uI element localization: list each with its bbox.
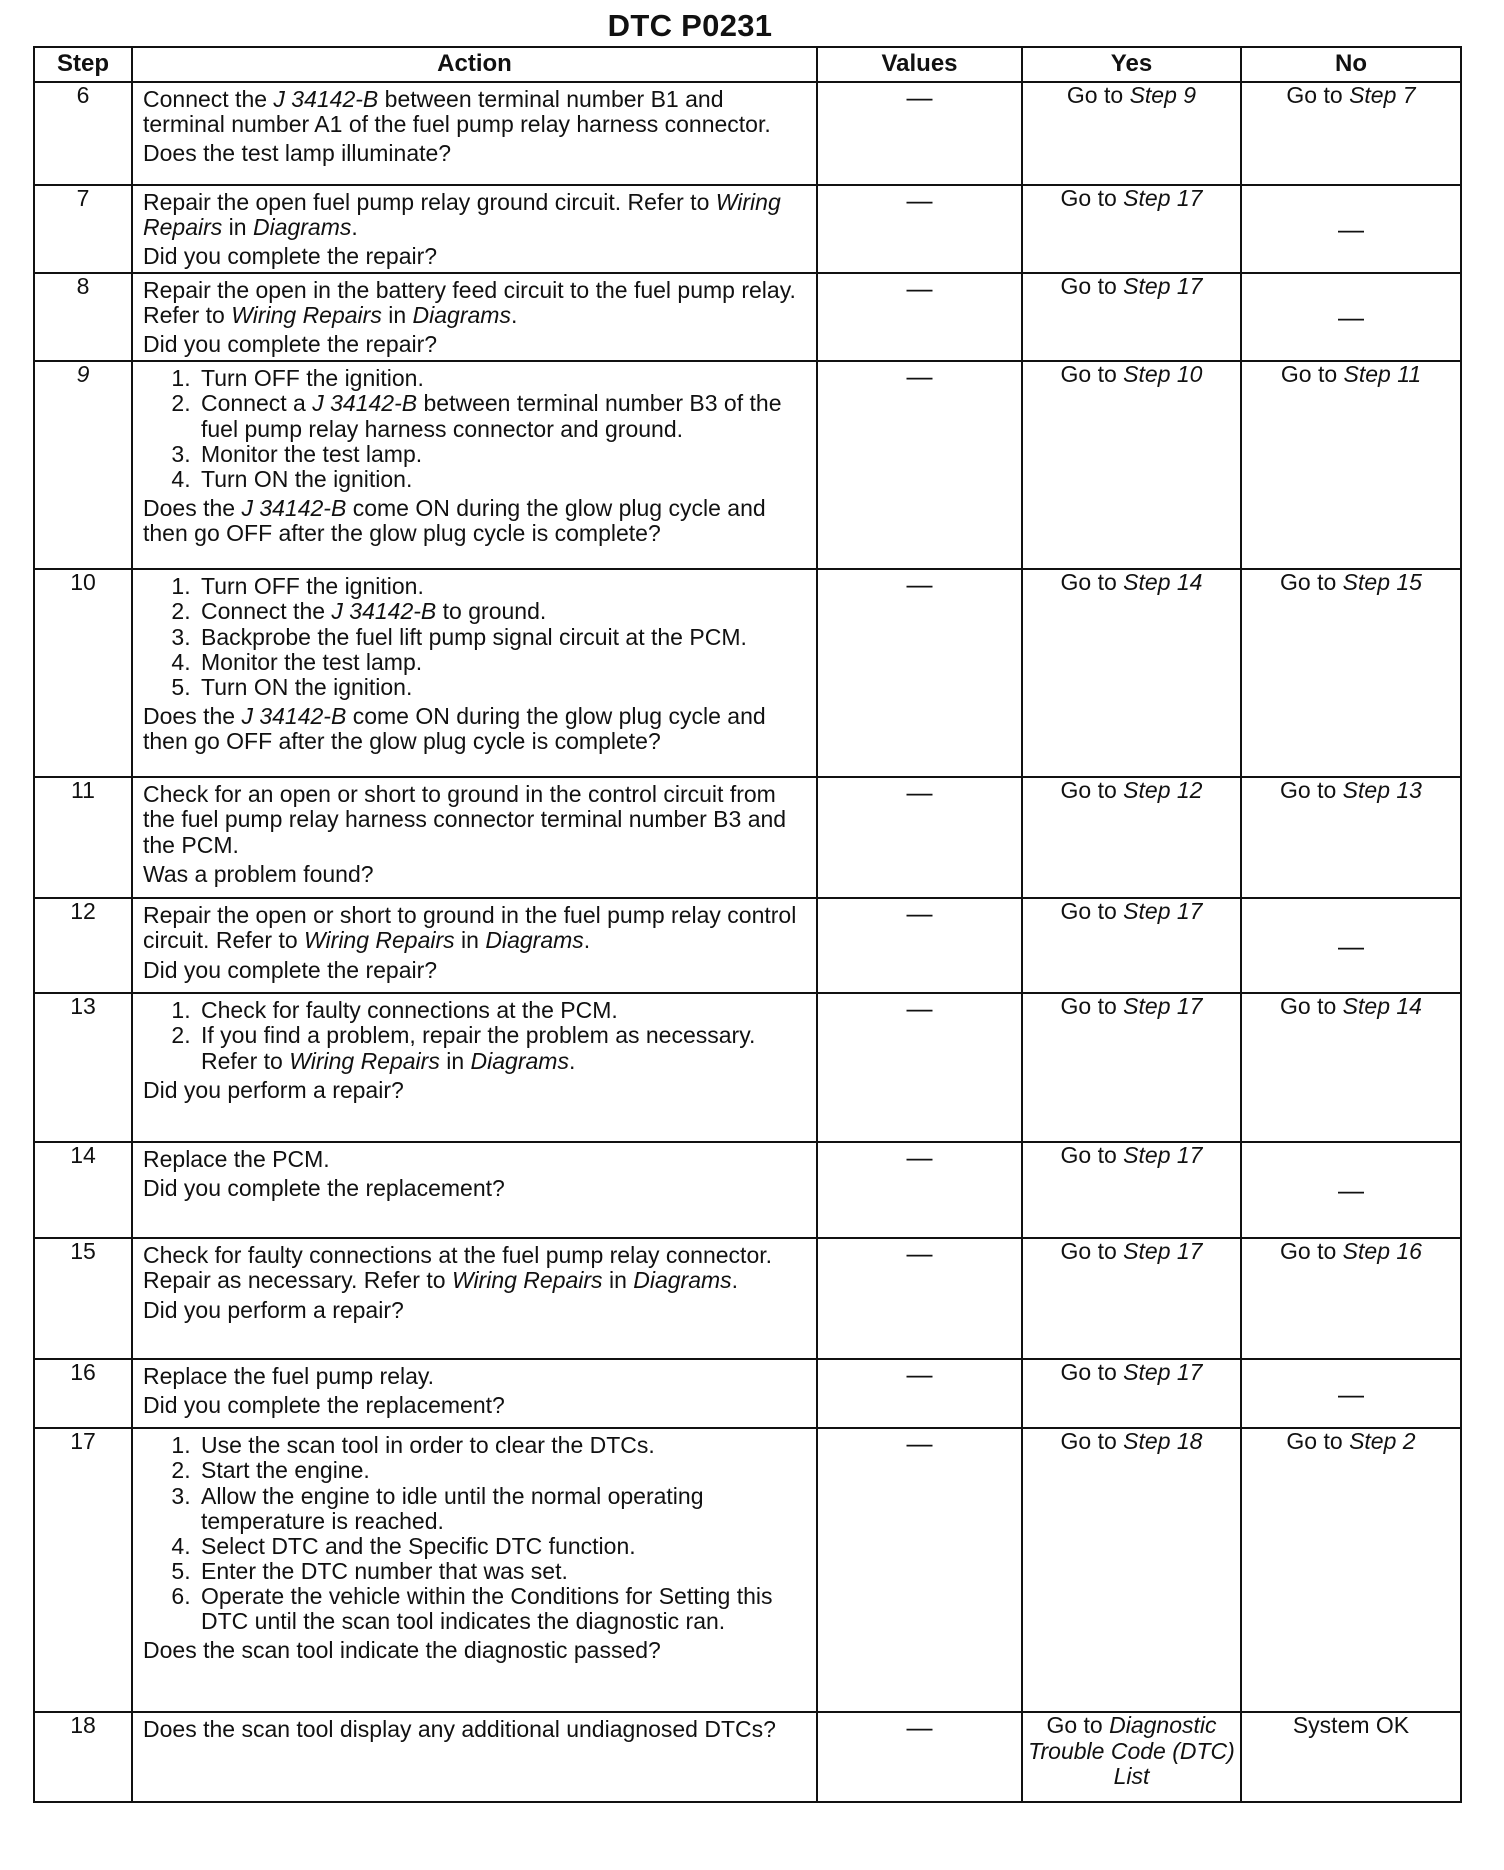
- action-cell: [132, 1238, 817, 1359]
- reference-italic: Diagrams: [412, 302, 511, 329]
- step-number: 10: [34, 569, 132, 777]
- yes-cell: Go to Step 17: [1022, 1142, 1241, 1238]
- yes-cell: Go to Step 17: [1022, 1359, 1241, 1428]
- header-yes: Yes: [1022, 47, 1241, 82]
- table-row: [34, 777, 1461, 898]
- yes-cell: Go to Step 17: [1022, 898, 1241, 993]
- action-text: Does the scan tool display any additional undiagnosed DTCs?: [143, 1716, 776, 1743]
- reference-italic: Step 7: [1349, 82, 1416, 108]
- table-row: [34, 361, 1461, 569]
- values-cell: —: [817, 1428, 1022, 1712]
- step-number: 15: [34, 1238, 132, 1359]
- no-cell: Go to Step 11: [1241, 361, 1461, 569]
- reference-italic: Step 17: [1123, 993, 1203, 1020]
- values-cell: —: [817, 569, 1022, 777]
- reference-italic: Step 11: [1343, 361, 1422, 388]
- list-item: 4. Monitor the test lamp.: [197, 650, 806, 675]
- yes-cell: Go to Step 12: [1022, 777, 1241, 898]
- action-question: Does the J 34142-B come ON during the glow plug cycle and then go OFF after the glow plug cycle is complete?: [143, 702, 766, 754]
- no-cell: —: [1241, 273, 1461, 361]
- action-question: Did you complete the repair?: [143, 243, 438, 270]
- action-question: Did you complete the repair?: [143, 956, 438, 983]
- step-number: 6: [34, 82, 132, 185]
- reference-italic: J 34142-B: [312, 390, 418, 417]
- values-cell: —: [817, 1359, 1022, 1428]
- header-action: Action: [132, 47, 817, 82]
- diagnostic-table: [33, 46, 1462, 1803]
- header-no: No: [1241, 47, 1461, 82]
- values-cell: —: [817, 82, 1022, 185]
- reference-italic: Wiring Repairs: [304, 927, 455, 954]
- reference-italic: Diagrams: [252, 214, 352, 241]
- reference-italic: Wiring Repairs: [451, 1267, 603, 1294]
- action-text: Check for an open or short to ground in the control circuit from the fuel pump relay harness connector terminal number B3 and the PCM.: [143, 781, 787, 858]
- action-text: Check for faulty connections at the fuel pump relay connector. Repair as necessary. Refer to Wiring Repairs in Diagrams.: [143, 1242, 773, 1294]
- action-question: Did you complete the repair?: [143, 331, 438, 358]
- action-cell: [132, 569, 817, 777]
- reference-italic: Step 17: [1123, 1359, 1203, 1386]
- step-number: 7: [34, 185, 132, 273]
- action-steps-list: [143, 574, 806, 699]
- reference-italic: J 34142-B: [241, 494, 347, 521]
- values-cell: —: [817, 993, 1022, 1142]
- action-steps-list: [143, 998, 806, 1073]
- action-text: Repair the open in the battery feed circuit to the fuel pump relay. Refer to Wiring Repairs in Diagrams.: [143, 277, 796, 329]
- list-item: 4. Turn ON the ignition.: [197, 467, 806, 492]
- action-text: Replace the fuel pump relay.: [143, 1363, 435, 1390]
- yes-cell: Go to Step 17: [1022, 993, 1241, 1142]
- table-row: [34, 1428, 1461, 1712]
- reference-italic: Wiring Repairs: [143, 189, 781, 241]
- list-item: 4. Select DTC and the Specific DTC function.: [197, 1534, 806, 1559]
- action-question: Does the scan tool indicate the diagnostic passed?: [143, 1636, 661, 1663]
- reference-italic: Step 17: [1123, 898, 1203, 925]
- action-cell: [132, 82, 817, 185]
- no-cell: Go to Step 2: [1241, 1428, 1461, 1712]
- reference-italic: Step 17: [1123, 273, 1203, 300]
- reference-italic: Step 18: [1123, 1428, 1203, 1455]
- step-number: 17: [34, 1428, 132, 1712]
- action-question: Was a problem found?: [143, 860, 374, 887]
- table-row: [34, 898, 1461, 993]
- action-cell: [132, 1428, 817, 1712]
- reference-italic: Step 17: [1123, 185, 1203, 211]
- reference-italic: Step 16: [1342, 1238, 1422, 1265]
- reference-italic: Wiring Repairs: [231, 302, 382, 329]
- reference-italic: Diagrams: [470, 1047, 569, 1074]
- no-cell: Go to Step 13: [1241, 777, 1461, 898]
- reference-italic: Step 10: [1123, 361, 1203, 388]
- table-row: [34, 1712, 1461, 1802]
- no-cell: —: [1241, 1359, 1461, 1428]
- action-question: Does the test lamp illuminate?: [143, 140, 452, 167]
- list-item: 3. Allow the engine to idle until the normal operating temperature is reached.: [197, 1484, 806, 1534]
- step-number: 12: [34, 898, 132, 993]
- list-item: 2. If you find a problem, repair the problem as necessary. Refer to Wiring Repairs in Diagrams.: [197, 1023, 806, 1073]
- list-item: 1. Turn OFF the ignition.: [197, 366, 806, 391]
- no-cell: —: [1241, 185, 1461, 273]
- yes-cell: Go to Step 17: [1022, 1238, 1241, 1359]
- reference-italic: J 34142-B: [241, 702, 347, 729]
- reference-italic: Step 17: [1123, 1238, 1203, 1265]
- table-row: [34, 1238, 1461, 1359]
- table-header-row: [34, 47, 1461, 82]
- values-cell: —: [817, 185, 1022, 273]
- reference-italic: Step 13: [1342, 777, 1422, 804]
- no-cell: —: [1241, 1142, 1461, 1238]
- reference-italic: Step 17: [1123, 1142, 1203, 1169]
- reference-italic: Step 14: [1342, 993, 1422, 1020]
- page-title: DTC P0231: [607, 8, 773, 43]
- action-cell: [132, 993, 817, 1142]
- list-item: 5. Enter the DTC number that was set.: [197, 1559, 806, 1584]
- reference-italic: J 34142-B: [273, 86, 379, 112]
- list-item: 2. Connect the J 34142-B to ground.: [197, 599, 806, 624]
- values-cell: —: [817, 777, 1022, 898]
- list-item: 3. Monitor the test lamp.: [197, 442, 806, 467]
- values-cell: —: [817, 1712, 1022, 1802]
- no-cell: System OK: [1241, 1712, 1461, 1802]
- action-question: Did you complete the replacement?: [143, 1392, 505, 1419]
- action-steps-list: [143, 1433, 806, 1634]
- header-values: Values: [817, 47, 1022, 82]
- table-row: [34, 993, 1461, 1142]
- list-item: 2. Start the engine.: [197, 1458, 806, 1483]
- action-steps-list: [143, 366, 806, 491]
- step-number: 14: [34, 1142, 132, 1238]
- table-row: [34, 273, 1461, 361]
- no-cell: Go to Step 15: [1241, 569, 1461, 777]
- yes-cell: Go to Step 17: [1022, 273, 1241, 361]
- reference-italic: Step 2: [1349, 1428, 1416, 1455]
- values-cell: —: [817, 273, 1022, 361]
- reference-italic: Step 12: [1123, 777, 1203, 804]
- action-cell: [132, 1712, 817, 1802]
- step-number: 18: [34, 1712, 132, 1802]
- values-cell: —: [817, 1238, 1022, 1359]
- list-item: 6. Operate the vehicle within the Conditions for Setting this DTC until the scan tool indicates the diagnostic ran.: [197, 1584, 806, 1634]
- table-row: [34, 82, 1461, 185]
- action-cell: [132, 898, 817, 993]
- list-item: 1. Use the scan tool in order to clear the DTCs.: [197, 1433, 806, 1458]
- action-question: Does the J 34142-B come ON during the glow plug cycle and then go OFF after the glow plug cycle is complete?: [143, 494, 766, 546]
- list-item: 1. Turn OFF the ignition.: [197, 574, 806, 599]
- action-text: Repair the open fuel pump relay ground circuit. Refer to Wiring Repairs in Diagrams.: [143, 189, 781, 241]
- yes-link-text: Go to Diagnostic Trouble Code (DTC) List: [1028, 1712, 1235, 1789]
- action-question: Did you complete the replacement?: [143, 1175, 505, 1202]
- table-row: [34, 185, 1461, 273]
- step-number: 8: [34, 273, 132, 361]
- values-cell: —: [817, 361, 1022, 569]
- header-step: Step: [34, 47, 132, 82]
- no-cell: Go to Step 7: [1241, 82, 1461, 185]
- yes-cell: Go to Step 9: [1022, 82, 1241, 185]
- yes-cell: Go to Step 14: [1022, 569, 1241, 777]
- action-text: Replace the PCM.: [143, 1146, 330, 1173]
- table-row: [34, 1359, 1461, 1428]
- action-question: Did you perform a repair?: [143, 1296, 404, 1323]
- reference-italic: Step 15: [1342, 569, 1422, 596]
- table-row: [34, 569, 1461, 777]
- values-cell: —: [817, 1142, 1022, 1238]
- reference-italic: J 34142-B: [331, 598, 437, 625]
- step-number: 9: [34, 361, 132, 569]
- action-cell: [132, 1359, 817, 1428]
- table-row: [34, 1142, 1461, 1238]
- action-cell: [132, 185, 817, 273]
- action-cell: [132, 361, 817, 569]
- reference-italic: Diagrams: [485, 927, 584, 954]
- list-item: 2. Connect a J 34142-B between terminal number B3 of the fuel pump relay harness connector and ground.: [197, 391, 806, 441]
- yes-cell: Go to Step 18: [1022, 1428, 1241, 1712]
- no-cell: Go to Step 16: [1241, 1238, 1461, 1359]
- values-cell: —: [817, 898, 1022, 993]
- reference-italic: Step 9: [1129, 82, 1197, 108]
- list-item: 3. Backprobe the fuel lift pump signal circuit at the PCM.: [197, 625, 806, 650]
- no-cell: —: [1241, 898, 1461, 993]
- list-item: 1. Check for faulty connections at the PCM.: [197, 998, 806, 1023]
- step-number: 13: [34, 993, 132, 1142]
- reference-italic: Diagnostic Trouble Code (DTC) List: [1028, 1712, 1235, 1789]
- action-question: Did you perform a repair?: [143, 1076, 404, 1103]
- yes-cell: Go to Step 17: [1022, 185, 1241, 273]
- step-number: 11: [34, 777, 132, 898]
- action-cell: [132, 1142, 817, 1238]
- action-text: Repair the open or short to ground in the fuel pump relay control circuit. Refer to Wiring Repairs in Diagrams.: [143, 902, 797, 954]
- action-cell: [132, 777, 817, 898]
- action-cell: [132, 273, 817, 361]
- reference-italic: Wiring Repairs: [289, 1047, 440, 1074]
- list-item: 5. Turn ON the ignition.: [197, 675, 806, 700]
- step-number: 16: [34, 1359, 132, 1428]
- no-cell: Go to Step 14: [1241, 993, 1461, 1142]
- yes-cell: Go to Step 10: [1022, 361, 1241, 569]
- reference-italic: Step 14: [1123, 569, 1203, 596]
- reference-italic: Diagrams: [633, 1267, 732, 1294]
- action-text: Connect the J 34142-B between terminal number B1 and terminal number A1 of the fuel pump relay harness connector.: [143, 86, 771, 138]
- yes-cell: [1022, 1712, 1241, 1802]
